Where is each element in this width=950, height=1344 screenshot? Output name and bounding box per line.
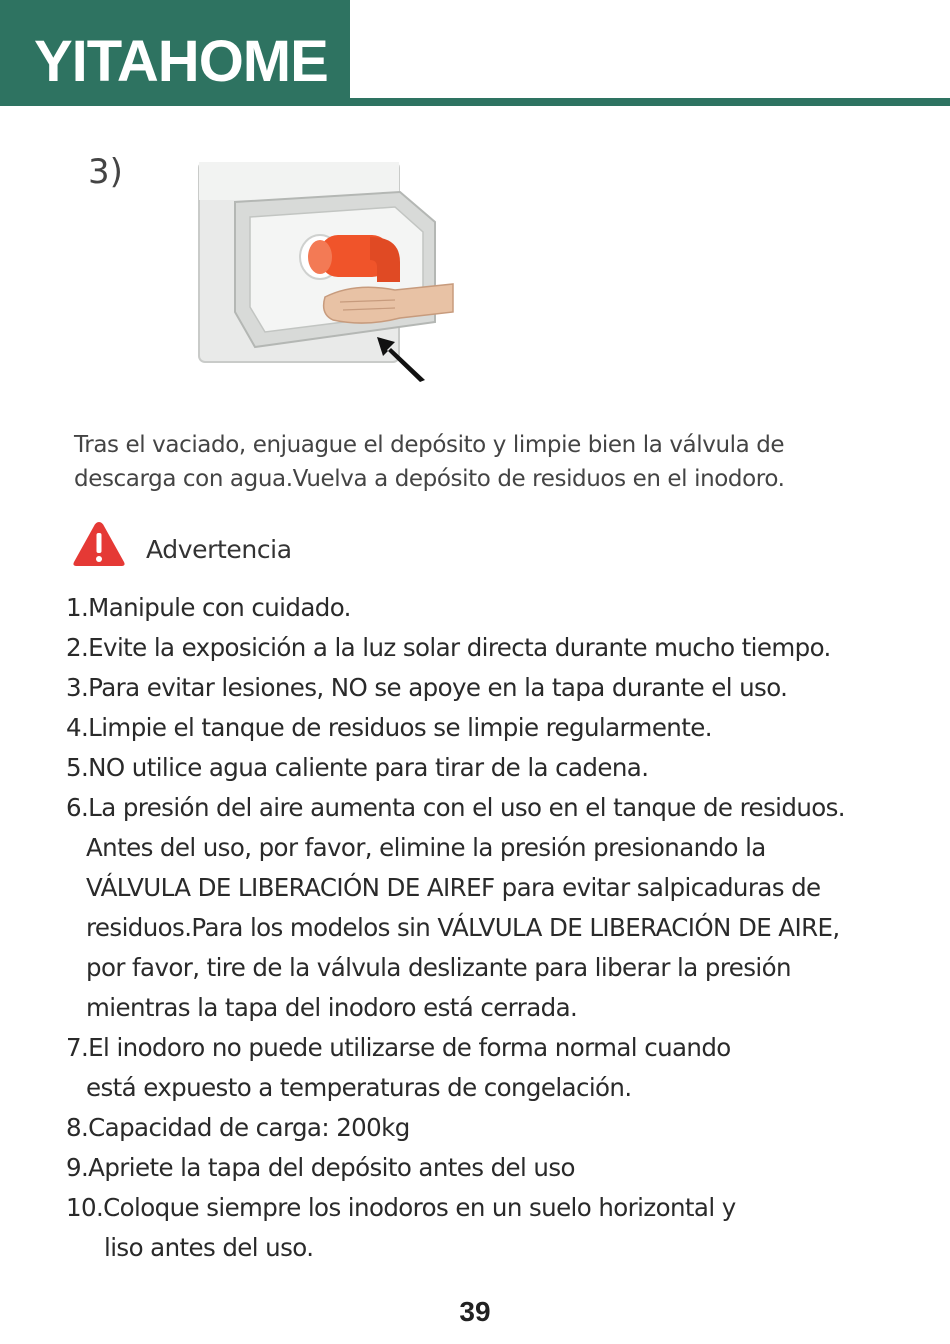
intro-line: descarga con agua.Vuelva a depósito de residuos en el inodoro. [74, 466, 785, 492]
intro-line: Tras el vaciado, enjuague el depósito y limpie bien la válvula de [74, 432, 785, 458]
brand-logo-text: YITAHOME [34, 29, 328, 94]
rule-item: 7.El inodoro no puede utilizarse de forma normal cuando [66, 1033, 731, 1062]
rule-continuation: liso antes del uso. [104, 1233, 314, 1262]
warning-title: Advertencia [146, 535, 292, 564]
warning-rules-list [66, 588, 926, 1268]
rule-continuation: mientras la tapa del inodoro está cerrada. [86, 993, 578, 1022]
rule-continuation: VÁLVULA DE LIBERACIÓN DE AIREF para evitar salpicaduras de [86, 873, 821, 902]
header-rule [350, 98, 950, 106]
brand-header [0, 0, 350, 106]
rule-item: 2.Evite la exposición a la luz solar directa durante mucho tiempo. [66, 633, 831, 662]
rule-continuation: residuos.Para los modelos sin VÁLVULA DE LIBERACIÓN DE AIRE, [86, 913, 840, 942]
rule-item: 5.NO utilice agua caliente para tirar de la cadena. [66, 753, 649, 782]
intro-paragraph [74, 428, 874, 496]
rule-item: 6.La presión del aire aumenta con el uso en el tanque de residuos. [66, 793, 845, 822]
valve-cleaning-illustration [195, 162, 455, 392]
rule-continuation: por favor, tire de la válvula deslizante para liberar la presión [86, 953, 791, 982]
rule-item: 3.Para evitar lesiones, NO se apoye en la tapa durante el uso. [66, 673, 788, 702]
step-number: 3) [88, 152, 123, 192]
rule-item: 4.Limpie el tanque de residuos se limpie regularmente. [66, 713, 712, 742]
warning-triangle-icon [72, 520, 126, 568]
rule-item: 10.Coloque siempre los inodoros en un suelo horizontal y [66, 1193, 736, 1222]
rule-item: 8.Capacidad de carga: 200kg [66, 1113, 410, 1142]
rule-item: 1.Manipule con cuidado. [66, 593, 351, 622]
page-number: 39 [459, 1296, 491, 1327]
rule-continuation: Antes del uso, por favor, elimine la presión presionando la [86, 833, 766, 862]
rule-continuation: está expuesto a temperaturas de congelación. [86, 1073, 632, 1102]
rule-item: 9.Apriete la tapa del depósito antes del uso [66, 1153, 575, 1182]
